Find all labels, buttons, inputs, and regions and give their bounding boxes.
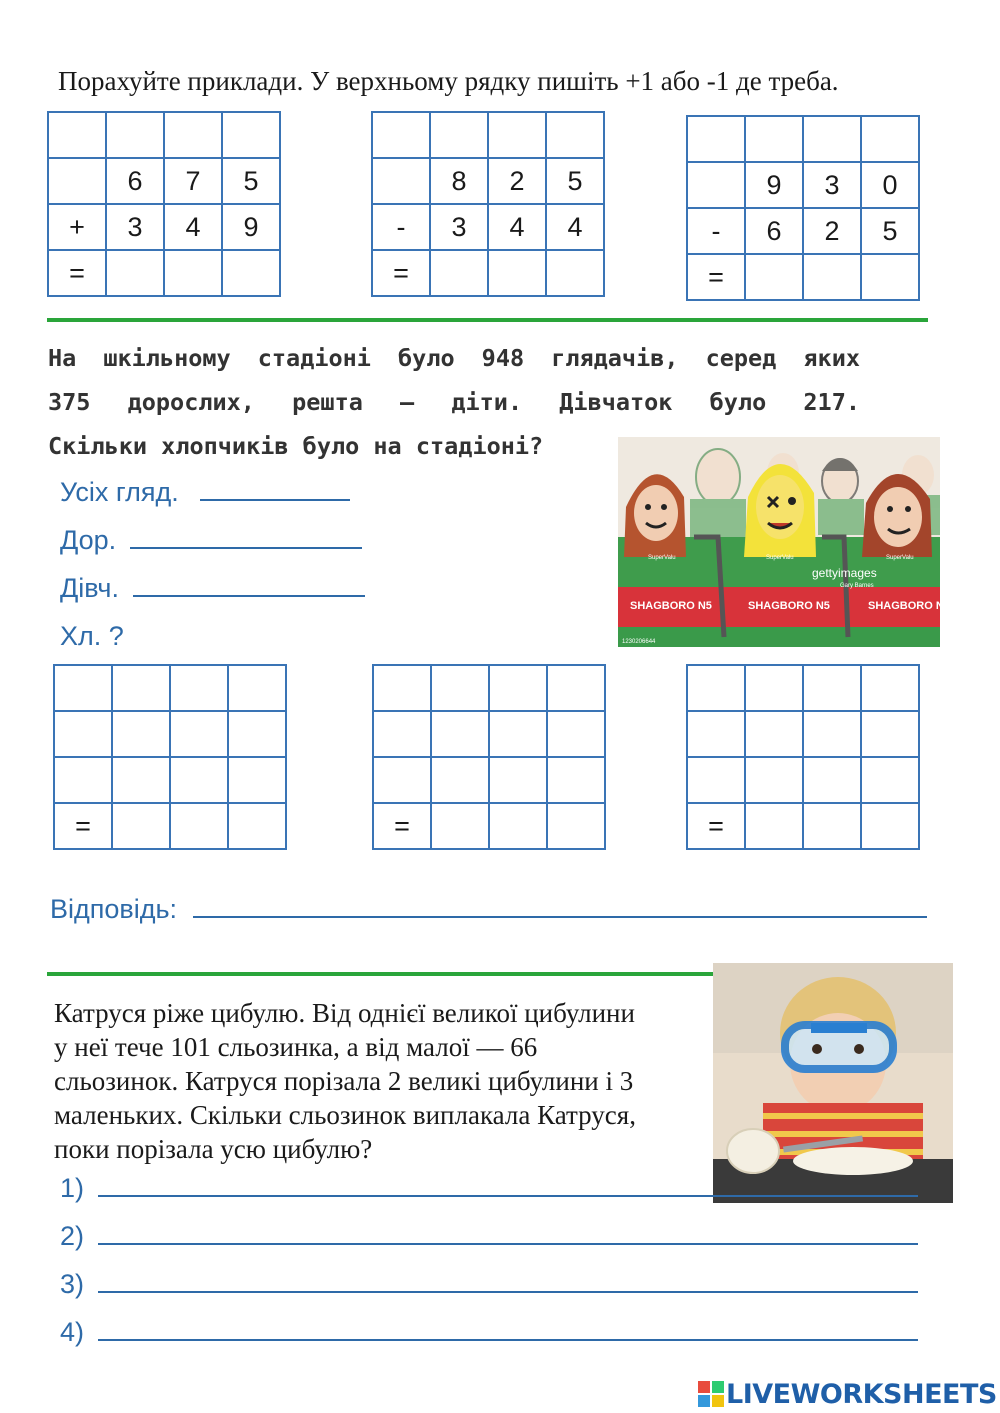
- answer-row: [50, 894, 927, 925]
- grid-cell[interactable]: [164, 112, 222, 158]
- grid-cell[interactable]: [54, 665, 112, 711]
- exercise-grid-3: [686, 115, 920, 301]
- grid-cell: 5: [861, 208, 919, 254]
- grid-cell: 0: [861, 162, 919, 208]
- grid-cell[interactable]: [106, 250, 164, 296]
- shirt-text: SHAGBORO N5: [868, 600, 950, 612]
- grid-cell: 9: [745, 162, 803, 208]
- grid-cell: [372, 158, 430, 204]
- liveworksheets-icon: [698, 1381, 724, 1407]
- grid-cell[interactable]: [372, 112, 430, 158]
- grid-cell[interactable]: [164, 250, 222, 296]
- note-all-label: Усіх гляд.: [60, 477, 179, 507]
- grid-cell[interactable]: [106, 112, 164, 158]
- grid-cell[interactable]: [687, 116, 745, 162]
- work-grid-3: [686, 664, 920, 850]
- step-blank[interactable]: [98, 1269, 918, 1293]
- grid-cell[interactable]: [687, 665, 745, 711]
- grid-cell: 6: [106, 158, 164, 204]
- grid-cell[interactable]: [489, 757, 547, 803]
- grid-cell[interactable]: [228, 711, 286, 757]
- grid-cell[interactable]: [431, 803, 489, 849]
- grid-cell: =: [373, 803, 431, 849]
- grid-cell[interactable]: [803, 803, 861, 849]
- onion-cutting-drawing: [713, 963, 953, 1203]
- problem-3-line: у неї тече 101 сльозинка, а від малої — 66: [54, 1032, 538, 1062]
- step-blank[interactable]: [98, 1317, 918, 1341]
- work-grid-2: [372, 664, 606, 850]
- answer-blank[interactable]: [193, 894, 927, 918]
- grid-cell: 5: [222, 158, 280, 204]
- grid-cell[interactable]: [803, 116, 861, 162]
- step-label: 1): [60, 1173, 85, 1203]
- grid-cell: 4: [164, 204, 222, 250]
- note-all: [60, 477, 350, 508]
- note-adults-blank[interactable]: [130, 525, 362, 549]
- shirt-text: SHAGBORO N5: [630, 600, 712, 612]
- grid-cell[interactable]: [687, 711, 745, 757]
- problem-3-line: поки порізала усю цибулю?: [54, 1134, 373, 1164]
- shirt-text: SHAGBORO N5: [748, 600, 830, 612]
- grid-cell[interactable]: [861, 711, 919, 757]
- grid-cell: 3: [430, 204, 488, 250]
- grid-cell: 6: [745, 208, 803, 254]
- grid-cell[interactable]: [112, 665, 170, 711]
- grid-cell[interactable]: [488, 250, 546, 296]
- exercise-grid-2: [371, 111, 605, 297]
- problem-2-line: 375 дорослих, решта — діти. Дівчаток було 217.: [48, 388, 860, 416]
- step-label: 3): [60, 1269, 85, 1299]
- note-boys-label: Хл. ?: [60, 621, 124, 651]
- grid-cell: =: [687, 254, 745, 300]
- grid-cell: =: [48, 250, 106, 296]
- note-adults-label: Дор.: [60, 525, 117, 555]
- grid-cell[interactable]: [547, 711, 605, 757]
- grid-cell[interactable]: [861, 116, 919, 162]
- grid-cell[interactable]: [803, 254, 861, 300]
- grid-cell[interactable]: [547, 757, 605, 803]
- sponsor-text: SuperValu: [886, 555, 914, 561]
- grid-cell: 3: [803, 162, 861, 208]
- grid-cell[interactable]: [373, 757, 431, 803]
- grid-cell[interactable]: [745, 665, 803, 711]
- grid-cell[interactable]: [861, 803, 919, 849]
- step-label: 4): [60, 1317, 85, 1347]
- note-adults: [60, 525, 362, 556]
- grid-cell[interactable]: [228, 665, 286, 711]
- note-girls: [60, 573, 365, 604]
- grid-cell: 4: [488, 204, 546, 250]
- note-girls-blank[interactable]: [133, 573, 365, 597]
- section-divider: [47, 318, 928, 322]
- grid-cell[interactable]: [489, 665, 547, 711]
- instructions: Порахуйте приклади. У верхньому рядку пишіть +1 або -1 де треба.: [58, 66, 839, 96]
- grid-cell[interactable]: [373, 711, 431, 757]
- problem-3-line: Катруся ріже цибулю. Від однієї великої цибулини: [54, 998, 635, 1028]
- grid-cell[interactable]: [803, 665, 861, 711]
- grid-cell[interactable]: [431, 665, 489, 711]
- grid-cell: 8: [430, 158, 488, 204]
- problem-3-line: сльозинок. Катруся порізала 2 великі цибулини і 3: [54, 1066, 634, 1096]
- step-row: [60, 1317, 918, 1348]
- problem-2-line: Скільки хлопчиків було на стадіоні?: [48, 432, 544, 460]
- grid-cell: -: [687, 208, 745, 254]
- note-boys: [60, 621, 124, 652]
- step-blank[interactable]: [98, 1221, 918, 1245]
- grid-cell[interactable]: [745, 803, 803, 849]
- grid-cell: +: [48, 204, 106, 250]
- watermark-text: gettyimages: [812, 566, 877, 580]
- grid-cell[interactable]: [687, 757, 745, 803]
- sponsor-text: SuperValu: [648, 555, 676, 561]
- step-blank[interactable]: [98, 1173, 918, 1197]
- grid-cell[interactable]: [803, 757, 861, 803]
- grid-cell[interactable]: [170, 711, 228, 757]
- problem-3-text: [54, 996, 708, 1166]
- liveworksheets-logo: [698, 1376, 997, 1412]
- grid-cell[interactable]: [54, 711, 112, 757]
- grid-cell[interactable]: [488, 112, 546, 158]
- grid-cell: =: [687, 803, 745, 849]
- onion-cutting-image: [713, 963, 953, 1203]
- grid-cell[interactable]: [430, 250, 488, 296]
- grid-cell[interactable]: [228, 803, 286, 849]
- step-row: [60, 1221, 918, 1252]
- grid-cell[interactable]: [861, 757, 919, 803]
- grid-cell[interactable]: [546, 250, 604, 296]
- note-all-blank[interactable]: [200, 477, 350, 501]
- grid-cell[interactable]: [222, 250, 280, 296]
- problem-3-line: маленьких. Скільки сльозинок виплакала Катруся,: [54, 1100, 636, 1130]
- grid-cell[interactable]: [547, 665, 605, 711]
- sponsor-text: SuperValu: [766, 555, 794, 561]
- grid-cell[interactable]: [546, 112, 604, 158]
- grid-cell[interactable]: [431, 711, 489, 757]
- stadium-fans-image: [618, 437, 950, 647]
- stadium-fans-drawing: [618, 437, 950, 647]
- grid-cell[interactable]: [373, 665, 431, 711]
- grid-cell: 4: [546, 204, 604, 250]
- image-id-text: 1230206644: [622, 639, 656, 645]
- credit-text: Gary Barnes: [840, 583, 874, 589]
- grid-cell: [48, 158, 106, 204]
- answer-label: Відповідь:: [50, 894, 178, 924]
- grid-cell: 5: [546, 158, 604, 204]
- grid-cell[interactable]: [745, 254, 803, 300]
- problem-2-line: На шкільному стадіоні було 948 глядачів, серед яких: [48, 344, 860, 372]
- grid-cell: 3: [106, 204, 164, 250]
- grid-cell[interactable]: [547, 803, 605, 849]
- note-girls-label: Дівч.: [60, 573, 119, 603]
- grid-cell[interactable]: [54, 757, 112, 803]
- grid-cell: 9: [222, 204, 280, 250]
- grid-cell[interactable]: [112, 757, 170, 803]
- grid-cell[interactable]: [861, 254, 919, 300]
- grid-cell[interactable]: [112, 803, 170, 849]
- grid-cell[interactable]: [745, 757, 803, 803]
- grid-cell[interactable]: [745, 711, 803, 757]
- grid-cell: [687, 162, 745, 208]
- section-divider: [47, 972, 713, 976]
- grid-cell[interactable]: [431, 757, 489, 803]
- grid-cell[interactable]: [803, 711, 861, 757]
- grid-cell[interactable]: [170, 665, 228, 711]
- work-grid-1: [53, 664, 287, 850]
- grid-cell[interactable]: [745, 116, 803, 162]
- grid-cell: 2: [803, 208, 861, 254]
- step-label: 2): [60, 1221, 85, 1251]
- grid-cell[interactable]: [489, 711, 547, 757]
- grid-cell[interactable]: [170, 757, 228, 803]
- grid-cell[interactable]: [222, 112, 280, 158]
- grid-cell: 2: [488, 158, 546, 204]
- grid-cell[interactable]: [228, 757, 286, 803]
- grid-cell[interactable]: [48, 112, 106, 158]
- step-row: [60, 1269, 918, 1300]
- grid-cell[interactable]: [861, 665, 919, 711]
- exercise-grid-1: [47, 111, 281, 297]
- grid-cell: =: [54, 803, 112, 849]
- grid-cell[interactable]: [489, 803, 547, 849]
- grid-cell: 7: [164, 158, 222, 204]
- grid-cell: -: [372, 204, 430, 250]
- step-row: [60, 1173, 918, 1204]
- grid-cell[interactable]: [112, 711, 170, 757]
- grid-cell[interactable]: [430, 112, 488, 158]
- grid-cell[interactable]: [170, 803, 228, 849]
- grid-cell: =: [372, 250, 430, 296]
- liveworksheets-wordmark: LIVEWORKSHEETS: [726, 1378, 997, 1410]
